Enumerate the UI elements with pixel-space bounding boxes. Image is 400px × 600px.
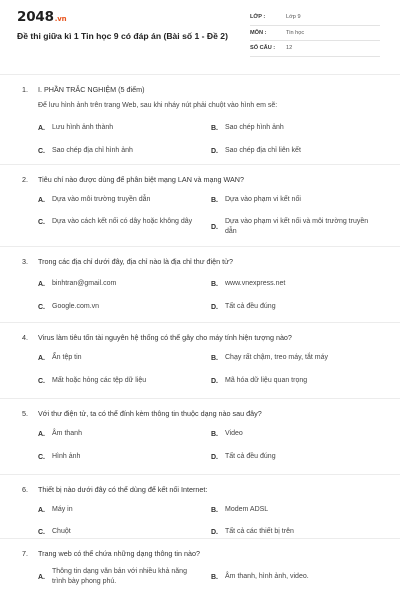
answer-text: Dựa vào môi trường truyền dẫn [52, 196, 151, 203]
answer-letter: B. [211, 430, 218, 438]
answer-text: Tất cả đều đúng [225, 303, 276, 310]
question-stem [22, 333, 378, 342]
answer-letter: D. [211, 453, 218, 461]
answer-letter: A. [38, 280, 45, 288]
answer-text: Chuột [52, 528, 71, 535]
answer-letter: B. [211, 506, 218, 514]
answer-option[interactable] [211, 302, 381, 312]
answer-option[interactable] [38, 195, 203, 205]
answer-text: Hình ảnh [52, 453, 81, 460]
meta-row-count [250, 41, 380, 57]
answer-text: www.vnexpress.net [225, 280, 286, 287]
question-number: 5. [22, 409, 28, 418]
meta-label: MÔN : [250, 29, 267, 36]
answer-text: Sao chép hình ảnh [225, 124, 284, 131]
question-7 [0, 538, 400, 600]
answer-text: Mã hóa dữ liệu quan trọng [225, 377, 308, 384]
logo-main: 2048 [17, 9, 54, 25]
answer-option[interactable] [211, 353, 381, 363]
answer-text: Dựa vào cách kết nối có dây hoặc không dây [52, 218, 193, 225]
answer-letter: B. [211, 196, 218, 204]
question-subtext: Để lưu hình ảnh trên trang Web, sau khi nháy nút phải chuột vào hình em sẽ: [38, 102, 278, 109]
question-1 [0, 74, 400, 164]
answer-text: Âm thanh [52, 430, 82, 437]
answer-letter: C. [38, 303, 45, 311]
question-stem [22, 175, 378, 184]
question-stem [22, 409, 378, 418]
answer-text: Thông tin dạng văn bản với nhiều khả năng trình bày phong phú. [52, 568, 187, 585]
answer-letter: C. [38, 377, 45, 385]
answer-letter: C. [38, 147, 45, 155]
answer-option[interactable] [38, 527, 203, 537]
answer-text: Sao chép địa chỉ hình ảnh [52, 147, 133, 154]
answer-option[interactable] [211, 429, 381, 439]
answer-letter: B. [211, 573, 218, 581]
question-number: 1. [22, 85, 28, 94]
meta-label: SỐ CÂU : [250, 45, 276, 52]
answer-option[interactable] [38, 302, 203, 312]
answer-letter: D. [211, 223, 218, 231]
exam-meta [250, 10, 380, 57]
answer-text: Mất hoặc hỏng các tệp dữ liệu [52, 377, 147, 384]
answer-letter: C. [38, 528, 45, 536]
answer-letter: A. [38, 124, 45, 132]
answer-letter: D. [211, 147, 218, 155]
meta-value: Tin học [286, 29, 305, 36]
question-stem [22, 85, 378, 94]
answer-letter: B. [211, 124, 218, 132]
answer-letter: A. [38, 430, 45, 438]
question-text: Với thư điện tử, ta có thể đính kèm thông tin thuộc dạng nào sau đây? [38, 409, 262, 418]
answer-text: Âm thanh, hình ảnh, video. [225, 573, 309, 580]
answer-letter: A. [38, 506, 45, 514]
answer-option[interactable] [211, 572, 381, 582]
answer-option[interactable] [211, 146, 381, 156]
answer-option[interactable] [38, 146, 203, 156]
question-4 [0, 322, 400, 398]
answer-text: Chạy rất chậm, treo máy, tắt máy [225, 354, 328, 361]
answer-letter: C. [38, 453, 45, 461]
answer-text: Modem ADSL [225, 506, 269, 513]
answer-letter: D. [211, 528, 218, 536]
answer-option[interactable] [38, 123, 203, 133]
answer-text: Lưu hình ảnh thành [52, 124, 114, 131]
answer-text: Tất cả đều đúng [225, 453, 276, 460]
answer-option[interactable] [211, 376, 381, 386]
question-stem [22, 485, 378, 494]
answer-text: Sao chép địa chỉ liên kết [225, 147, 301, 154]
answer-option[interactable] [38, 429, 203, 439]
answer-text: Dựa vào phạm vi kết nối [225, 196, 301, 203]
answer-text: Tất cả các thiết bị trên [225, 528, 294, 535]
meta-value: 12 [286, 45, 293, 52]
answer-letter: A. [38, 196, 45, 204]
answer-option[interactable] [211, 452, 381, 462]
question-2 [0, 164, 400, 246]
question-6 [0, 474, 400, 538]
question-text: Tiêu chí nào được dùng để phân biệt mạng LAN và mạng WAN? [38, 175, 244, 184]
answer-option[interactable] [211, 505, 381, 515]
answer-option[interactable] [211, 527, 381, 537]
answer-letter: D. [211, 377, 218, 385]
question-5 [0, 398, 400, 474]
site-logo[interactable] [17, 9, 66, 25]
question-text: Virus làm tiêu tốn tài nguyên hệ thống có thể gây cho máy tính hiện tượng nào? [38, 333, 292, 342]
answer-text: Dựa vào phạm vi kết nối và môi trường truyền dẫn [225, 218, 369, 235]
meta-label: LỚP : [250, 14, 266, 21]
meta-row-subject [250, 26, 380, 42]
answer-option[interactable] [38, 452, 203, 462]
answer-option[interactable] [211, 195, 381, 205]
meta-value: Lớp 9 [286, 14, 301, 21]
answer-option[interactable] [38, 567, 203, 587]
question-number: 4. [22, 333, 28, 342]
page-header [0, 0, 400, 62]
answer-option[interactable] [38, 279, 203, 289]
answer-option[interactable] [38, 353, 203, 363]
page-title: Đề thi giữa kì 1 Tin học 9 có đáp án (Bài số 1 - Đề 2) [17, 31, 228, 41]
answer-letter: A. [38, 354, 45, 362]
question-text: Trong các địa chỉ dưới đây, địa chỉ nào là địa chỉ thư điện tử? [38, 257, 233, 266]
question-number: 2. [22, 175, 28, 184]
question-number: 3. [22, 257, 28, 266]
answer-option[interactable] [211, 217, 381, 237]
answer-option[interactable] [211, 123, 381, 133]
answer-letter: C. [38, 218, 45, 226]
answer-text: Ẩn tệp tin [52, 354, 82, 361]
question-number: 7. [22, 549, 28, 558]
question-3 [0, 246, 400, 322]
answer-letter: B. [211, 354, 218, 362]
answer-option[interactable] [211, 279, 381, 289]
logo-suffix: .vn [54, 15, 67, 23]
answer-option[interactable] [38, 217, 203, 227]
question-text: I. PHẦN TRẮC NGHIỆM (5 điểm) [38, 85, 145, 94]
question-text: Trang web có thể chứa những dạng thông tin nào? [38, 549, 201, 558]
answer-letter: D. [211, 303, 218, 311]
answer-text: binhtran@gmail.com [52, 280, 117, 287]
question-text: Thiết bị nào dưới đây có thể dùng để kết nối Internet: [38, 485, 208, 494]
meta-row-class [250, 10, 380, 26]
answer-text: Google.com.vn [52, 303, 100, 310]
answer-option[interactable] [38, 505, 203, 515]
answer-text: Video [225, 430, 243, 437]
answer-letter: B. [211, 280, 218, 288]
answer-option[interactable] [38, 376, 203, 386]
answer-letter: A. [38, 573, 45, 581]
question-number: 6. [22, 485, 28, 494]
question-stem [22, 257, 378, 266]
answer-text: Máy in [52, 506, 73, 513]
question-stem [22, 549, 378, 558]
